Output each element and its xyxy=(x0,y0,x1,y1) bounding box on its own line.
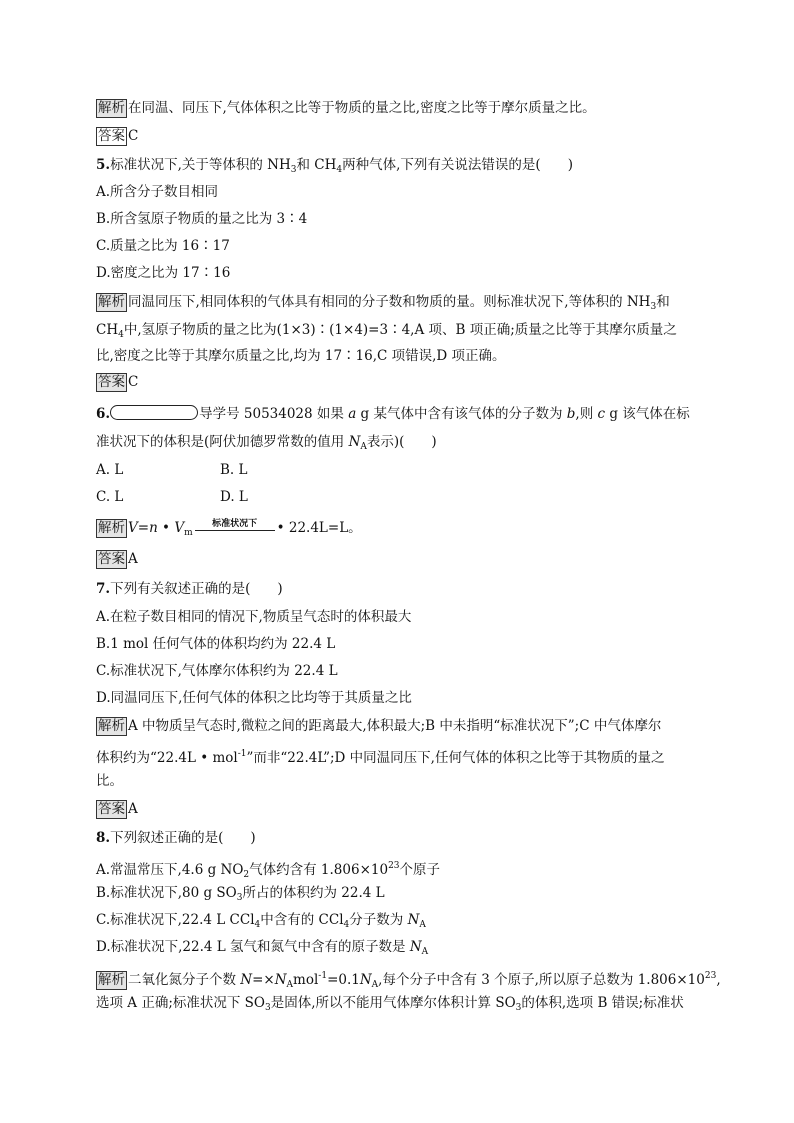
subscript: 4 xyxy=(343,920,350,930)
option-d: D.密度之比为 17∶16 xyxy=(96,265,231,281)
subscript: A xyxy=(419,920,426,930)
answer-text: C xyxy=(128,128,139,144)
answer-tag: 答案 xyxy=(98,801,125,817)
variable: a xyxy=(348,406,357,422)
superscript: 23 xyxy=(704,971,717,981)
option-d: D. L xyxy=(220,489,248,505)
stem-text: 表示)( ) xyxy=(366,434,437,450)
analysis-line: 选项 A 正确;标准状况下 $SO_3$是固体,所以不能用气体摩尔体积计算 $SO_3$的体积,选项 B 错误;标准状 xyxy=(96,995,684,1013)
variable: V xyxy=(174,520,185,536)
subscript: 3 xyxy=(265,1003,271,1013)
analysis-line xyxy=(96,744,664,768)
question-number: 6. xyxy=(96,406,111,422)
subscript: A xyxy=(360,442,367,452)
option-b: B.标准状况下,80 g $SO_3$所占的体积约为 22.4 L xyxy=(96,885,385,903)
answer-line xyxy=(96,126,138,146)
formula-text: • 22.4L=L。 xyxy=(276,520,362,536)
analysis-tag: 解析 xyxy=(98,100,125,116)
stem-text: 下列叙述正确的是( ) xyxy=(110,830,256,846)
analysis-text: 体积约为“22.4L • mol xyxy=(96,750,238,766)
question-stem xyxy=(96,432,437,457)
analysis-text: ”而非“22.4L”;D 中同温同压下,任何气体的体积之比等于其物质的量之 xyxy=(246,750,665,766)
subscript: 3 xyxy=(236,893,243,903)
subscript: 2 xyxy=(243,870,250,880)
variable: N xyxy=(240,972,253,988)
subscript: 3 xyxy=(650,302,657,312)
option-c: C. L xyxy=(96,489,124,505)
stem-text: 和 CH xyxy=(296,157,337,173)
subscript: 3 xyxy=(515,1003,522,1013)
analysis-tag: 解析 xyxy=(98,294,125,310)
answer-text: A xyxy=(128,551,138,567)
question-number: 8. xyxy=(96,830,111,846)
answer-line xyxy=(96,799,138,819)
superscript: 23 xyxy=(388,861,400,871)
analysis-line: 比。 xyxy=(96,773,123,789)
answer-tag: 答案 xyxy=(98,128,125,144)
option-a: A.常温常压下,4.6 g $NO_2$气体约含有 $1.806\times 10^{23}$个原子 xyxy=(96,861,441,880)
variable: N xyxy=(274,972,287,988)
option-a: A. L xyxy=(96,462,124,478)
stem-text: 下列有关叙述正确的是( ) xyxy=(110,581,283,597)
stem-text: g 某气体中含有该气体的分子数为 xyxy=(356,406,567,422)
subscript: 4 xyxy=(254,920,261,930)
subscript: A xyxy=(421,947,429,957)
stem-text: g 该气体在标 xyxy=(605,406,690,422)
variable: N xyxy=(359,972,372,988)
variable: N xyxy=(407,912,420,928)
subscript: 3 xyxy=(290,165,297,175)
analysis-line xyxy=(96,518,362,543)
analysis-text: 和 xyxy=(656,294,670,310)
stem-text: 两种气体,下列有关说法错误的是( ) xyxy=(342,157,573,173)
subscript: A xyxy=(286,980,294,990)
answer-text: A xyxy=(128,801,138,817)
superscript: -1 xyxy=(237,749,247,759)
variable: N xyxy=(409,939,422,955)
question-stem xyxy=(96,579,283,599)
superscript: -1 xyxy=(318,971,328,981)
variable: N xyxy=(348,434,361,450)
stem-text: 标准状况下,关于等体积的 NH xyxy=(110,157,291,173)
option-c: C.标准状况下,22.4 L CCl$_4$中含有的 CCl$_4$分子数为 $N_A$ xyxy=(96,912,426,930)
stem-text: ,则 xyxy=(575,406,598,422)
subscript: m xyxy=(184,528,193,538)
analysis-line: 比,密度之比等于其摩尔质量之比,均为 17∶16,C 项错误,D 项正确。 xyxy=(96,348,506,364)
formula-text: = xyxy=(137,520,150,536)
condition-label: 标准状况下 xyxy=(212,518,258,529)
analysis-line xyxy=(96,98,596,118)
subscript: 4 xyxy=(336,165,343,175)
subscript: 4 xyxy=(118,330,124,340)
question-stem xyxy=(96,155,573,180)
option-a: A.在粒子数目相同的情况下,物质呈气态时的体积最大 xyxy=(96,609,412,625)
analysis-line xyxy=(96,292,670,317)
option-a: A.所含分子数目相同 xyxy=(96,184,219,200)
variable: b xyxy=(566,406,576,422)
option-c: C.标准状况下,气体摩尔体积约为 22.4 L xyxy=(96,663,338,679)
stem-text: 准状况下的体积是(阿伏加德罗常数的值用 xyxy=(96,434,349,450)
option-c: C.质量之比为 16∶17 xyxy=(96,238,230,254)
analysis-text: 在同温、同压下,气体体积之比等于物质的量之比,密度之比等于摩尔质量之比。 xyxy=(128,100,596,116)
analysis-text: CH xyxy=(96,322,119,338)
option-b: B.1 mol 任何气体的体积均约为 22.4 L xyxy=(96,636,336,652)
guide-link-box[interactable] xyxy=(110,405,198,420)
analysis-tag: 解析 xyxy=(98,972,125,988)
condition-arrow xyxy=(195,519,275,539)
analysis-line: 解析 二氧化氮分子个数 $N=\times N_Amol^{-1}=0.1N_A$,每个分子中含有 3 个原子,所以原子总数为 $1.806\times 10^{23}$, xyxy=(98,971,721,990)
analysis-text: 中,氢原子物质的量之比为(1×3)∶(1×4)=3∶4,A 项、B 项正确;质量之比等于其摩尔质量之 xyxy=(123,322,677,338)
analysis-tag: 解析 xyxy=(98,520,125,536)
question-number: 5. xyxy=(96,157,111,173)
subscript: A xyxy=(371,980,379,990)
formula-text: • xyxy=(157,520,175,536)
answer-tag: 答案 xyxy=(98,551,125,567)
question-stem xyxy=(96,404,690,424)
analysis-text: 同温同压下,相同体积的气体具有相同的分子数和物质的量。则标准状况下,等体积的 NH xyxy=(128,294,651,310)
answer-line xyxy=(96,549,138,569)
answer-tag: 答案 xyxy=(98,374,125,390)
variable: V xyxy=(128,520,138,536)
question-stem xyxy=(96,828,256,848)
analysis-line xyxy=(96,716,661,736)
analysis-tag: 解析 xyxy=(98,718,125,734)
option-d: D.标准状况下,22.4 L 氢气和氮气中含有的原子数是 $N_A$ xyxy=(96,939,429,957)
variable: c xyxy=(597,406,606,422)
option-b: B.所含氢原子物质的量之比为 3∶4 xyxy=(96,211,308,227)
variable: n xyxy=(149,520,158,536)
analysis-line xyxy=(96,320,677,345)
option-d: D.同温同压下,任何气体的体积之比均等于其质量之比 xyxy=(96,690,412,706)
option-b: B. L xyxy=(220,462,248,478)
question-number: 7. xyxy=(96,581,111,597)
answer-line xyxy=(96,372,138,392)
analysis-text: A 中物质呈气态时,微粒之间的距离最大,体积最大;B 中未指明“标准状况下”;C 中气体摩尔 xyxy=(128,718,662,734)
answer-text: C xyxy=(128,374,139,390)
stem-text: 导学号 50534028 如果 xyxy=(199,406,349,422)
